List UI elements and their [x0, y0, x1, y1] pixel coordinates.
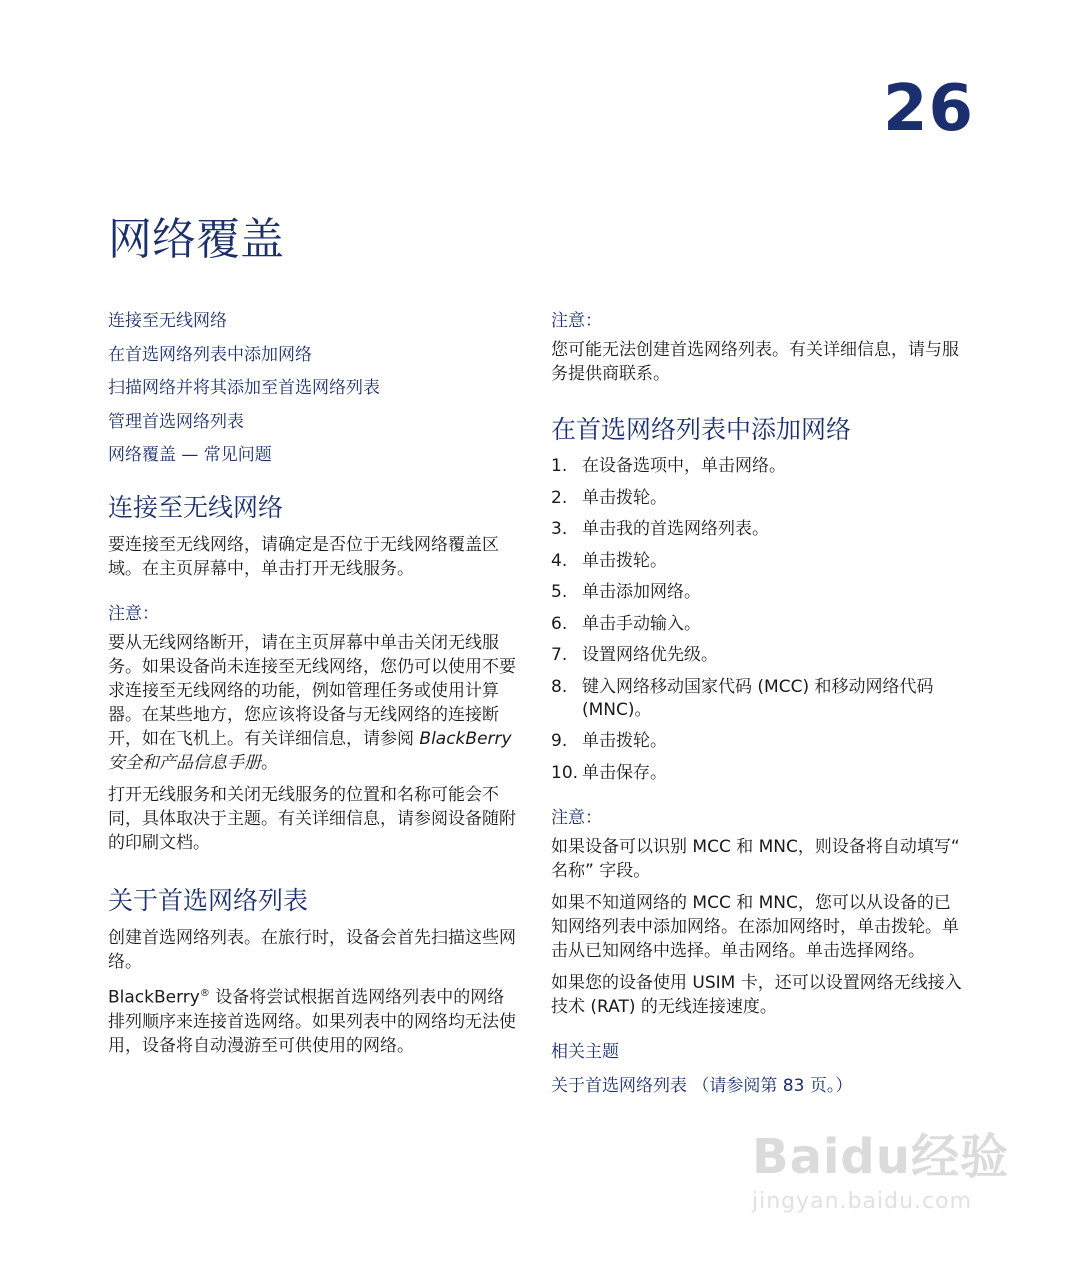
section-about-body [108, 982, 518, 1058]
step-text: 在设备选项中，单击网络。 [582, 456, 786, 476]
note-paragraph [108, 631, 518, 775]
left-column [108, 310, 518, 1066]
step-number: 10. [551, 762, 579, 783]
step-item [551, 644, 966, 667]
step-item [551, 730, 966, 753]
step-text: 单击我的首选网络列表。 [582, 519, 769, 539]
step-number: 4. [551, 550, 568, 571]
right-column [551, 310, 966, 1108]
note-paragraph: 如果您的设备使用 USIM 卡，还可以设置网络无线接入技术 (RAT) 的无线连接速度。 [551, 972, 962, 1017]
watermark-url: jingyan.baidu.com [752, 1189, 973, 1214]
step-item [551, 676, 966, 722]
step-item [551, 581, 966, 604]
step-number: 7. [551, 645, 568, 665]
body-text: 设备将尝试根据首选网络列表中的网络排列顺序来连接首选网络。如果列表中的网络均无法使用，设备将自动漫游至可供使用的网络。 [108, 987, 516, 1056]
note-paragraph: 打开无线服务和关闭无线服务的位置和名称可能会不同，具体取决于主题。有关详细信息，请参阅设备随附的印刷文档。 [108, 785, 516, 853]
step-item [551, 455, 966, 478]
toc-link-manage-list[interactable]: 管理首选网络列表 [108, 411, 244, 432]
toc-link-add-network[interactable]: 在首选网络列表中添加网络 [108, 344, 312, 365]
step-number: 2. [551, 487, 568, 508]
section-about-body: 创建首选网络列表。在旅行时，设备会首先扫描这些网络。 [108, 928, 516, 972]
step-number: 1. [551, 456, 568, 476]
step-text: 单击拨轮。 [582, 731, 667, 751]
toc-link-faq[interactable]: 网络覆盖 — 常见问题 [108, 445, 272, 465]
step-item [551, 518, 966, 541]
chapter-number: 26 [882, 72, 974, 146]
step-text: 单击拨轮。 [582, 487, 667, 508]
baidu-watermark [752, 1118, 1012, 1228]
note-label: 注意： [551, 311, 602, 331]
note-paragraph: 您可能无法创建首选网络列表。有关详细信息，请与服务提供商联系。 [551, 340, 959, 384]
safety-manual-title: BlackBerry 安全和产品信息手册 [108, 729, 512, 773]
section-about-preferred [108, 885, 518, 1058]
step-text: 设置网络优先级。 [582, 645, 718, 665]
step-item [551, 762, 966, 785]
step-text: 单击添加网络。 [582, 582, 701, 602]
step-number: 6. [551, 613, 568, 634]
section-about-heading: 关于首选网络列表 [108, 886, 309, 915]
section-connect-body: 要连接至无线网络，请确定是否位于无线网络覆盖区域。在主页屏幕中，单击打开无线服务。 [108, 535, 499, 579]
toc-link-scan-networks[interactable]: 扫描网络并将其添加至首选网络列表 [108, 378, 380, 398]
note-label: 注意： [108, 604, 159, 624]
note-label: 注意： [551, 807, 602, 828]
note-paragraph: 如果不知道网络的 MCC 和 MNC，您可以从设备的已知网络列表中添加网络。在添加网络时，单击拨轮。单击从已知网络中选择。单击网络。单击选择网络。 [551, 892, 959, 961]
related-topics-label: 相关主题 [551, 1041, 619, 1062]
brand-name: BlackBerry [108, 987, 200, 1008]
watermark-logo: Baidu经验 [752, 1129, 1009, 1185]
step-number: 5. [551, 582, 568, 602]
note-paragraph: 如果设备可以识别 MCC 和 MNC，则设备将自动填写“ 名称” 字段。 [551, 836, 960, 881]
step-text: 单击拨轮。 [582, 550, 667, 571]
step-text: 单击手动输入。 [582, 613, 701, 634]
chapter-toc [108, 310, 518, 466]
chapter-title: 网络覆盖 [108, 214, 284, 265]
step-item [551, 550, 966, 573]
step-number: 9. [551, 731, 568, 751]
section-connect [108, 492, 518, 855]
step-item [551, 487, 966, 510]
section-add-heading: 在首选网络列表中添加网络 [551, 415, 852, 444]
section-add-network [551, 414, 966, 1097]
toc-link-connect[interactable]: 连接至无线网络 [108, 311, 227, 331]
section-connect-heading: 连接至无线网络 [108, 493, 284, 522]
step-text: 单击保存。 [582, 762, 667, 783]
note-text-end: 。 [261, 753, 278, 773]
step-number: 8. [551, 676, 568, 697]
registered-mark: ® [199, 988, 210, 999]
steps-list [551, 455, 966, 785]
related-topic-link[interactable]: 关于首选网络列表 （请参阅第 83 页。） [551, 1075, 853, 1096]
note-text: 要从无线网络断开，请在主页屏幕中单击关闭无线服务。如果设备尚未连接至无线网络，您仍可以使用不要求连接至无线网络的功能，例如管理任务或使用计算器。在某些地方，您应该将设备与无线网络的连接断开，如在飞机上。有关详细信息，请参阅 [108, 633, 516, 749]
step-item [551, 613, 966, 636]
step-number: 3. [551, 519, 568, 539]
step-text: 键入网络移动国家代码 (MCC) 和移动网络代码 (MNC)。 [582, 676, 934, 720]
